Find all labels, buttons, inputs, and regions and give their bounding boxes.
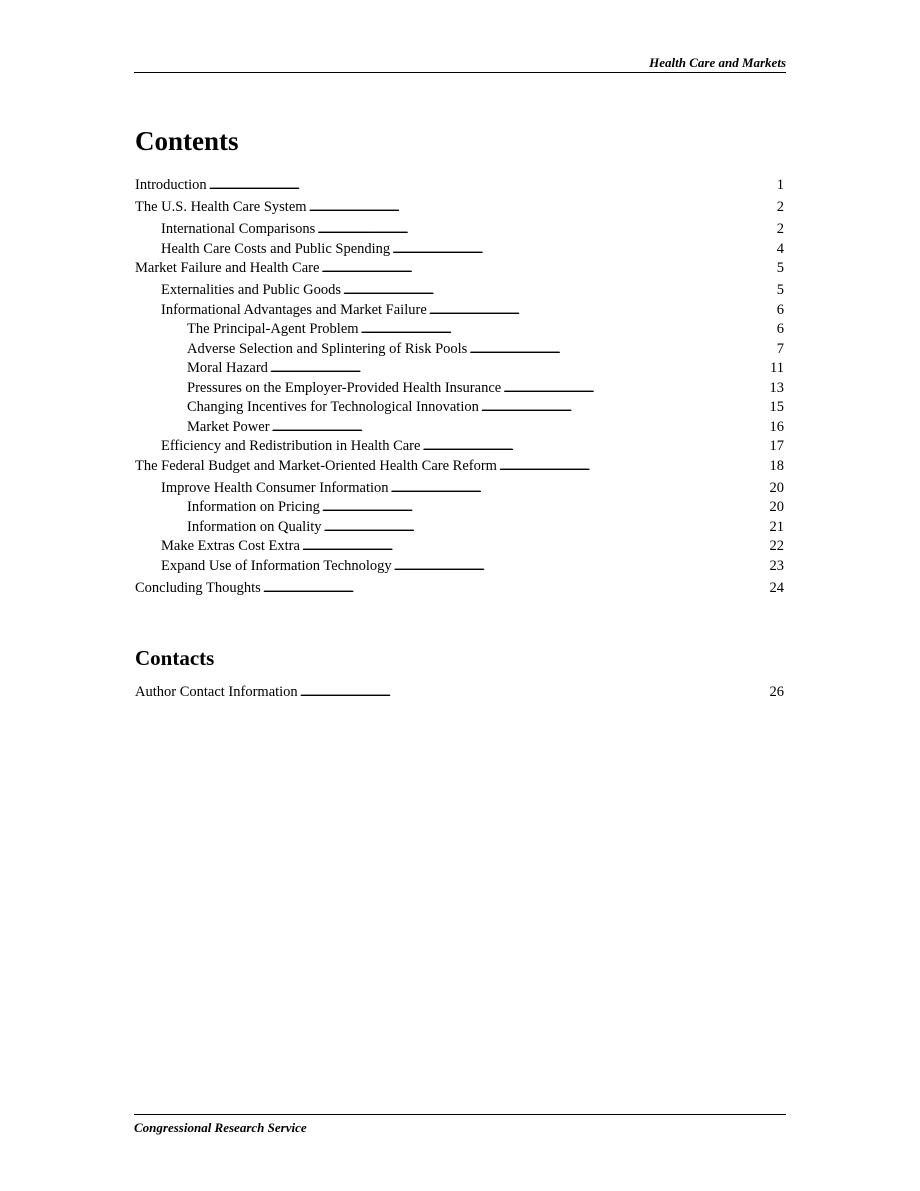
toc-entry-title: Adverse Selection and Splintering of Risk Pools — [187, 340, 468, 357]
toc-entry-title: Informational Advantages and Market Failure — [161, 301, 427, 318]
dot-leader — [209, 176, 775, 196]
dot-leader — [270, 359, 768, 379]
toc-entry-information-technology[interactable] — [135, 557, 784, 577]
running-header: Health Care and Markets — [134, 54, 786, 73]
toc-entry-page: 20 — [769, 479, 784, 496]
dot-leader — [361, 320, 775, 340]
toc-entry-page: 2 — [776, 199, 784, 215]
toc-entry-title: Pressures on the Employer-Provided Health Insurance — [187, 379, 502, 396]
toc-entry-page: 7 — [776, 340, 784, 357]
toc-entry-title: Health Care Costs and Public Spending — [161, 240, 391, 257]
toc-entry-page: 11 — [770, 360, 784, 376]
toc-entry-page: 4 — [776, 240, 784, 257]
toc-entry-federal-budget-reform[interactable] — [135, 457, 784, 477]
dot-leader — [469, 340, 774, 360]
toc-entry-information-quality[interactable] — [135, 518, 784, 538]
dot-leader — [272, 418, 768, 438]
dot-leader — [300, 683, 768, 703]
toc-entry-title: Concluding Thoughts — [135, 579, 261, 596]
dot-leader — [321, 259, 774, 279]
toc-entry-international-comparisons[interactable] — [135, 220, 784, 240]
toc-entry-page: 23 — [769, 557, 784, 574]
contents-heading: Contents — [135, 126, 239, 156]
dot-leader — [481, 398, 768, 418]
toc-entry-title: Improve Health Consumer Information — [161, 479, 389, 496]
dot-leader — [309, 198, 775, 218]
toc-entry-title: Make Extras Cost Extra — [161, 538, 300, 554]
toc-entry-adverse-selection[interactable] — [135, 340, 784, 360]
toc-entry-externalities[interactable] — [135, 281, 784, 301]
toc-entry-page: 5 — [776, 260, 784, 276]
dot-leader — [324, 518, 768, 538]
toc-entry-efficiency-redistribution[interactable] — [135, 437, 784, 457]
toc-entry-page: 5 — [776, 282, 784, 298]
toc-entry-consumer-information[interactable] — [135, 479, 784, 499]
toc-entry-title: Information on Pricing — [187, 499, 320, 515]
toc-entry-market-failure[interactable] — [135, 259, 784, 279]
toc-entry-us-health-care-system[interactable] — [135, 198, 784, 218]
toc-entry-title: The Federal Budget and Market-Oriented Health Care Reform — [135, 457, 497, 474]
toc-entry-page: 15 — [769, 399, 784, 415]
toc-entry-title: Market Power — [187, 418, 270, 435]
toc-entry-author-contact[interactable] — [135, 683, 784, 703]
toc-entry-title: Externalities and Public Goods — [161, 282, 342, 298]
toc-entry-concluding-thoughts[interactable] — [135, 579, 784, 599]
toc-entry-page: 21 — [769, 518, 784, 535]
dot-leader — [263, 579, 768, 599]
toc-entry-title: Introduction — [135, 177, 207, 193]
toc-entry-extras-cost-extra[interactable] — [135, 537, 784, 557]
toc-entry-technological-innovation[interactable] — [135, 398, 784, 418]
dot-leader — [302, 537, 768, 557]
contacts-heading: Contacts — [135, 646, 215, 670]
toc-entry-title: Changing Incentives for Technological Innovation — [187, 399, 479, 415]
toc-entry-page: 22 — [769, 538, 784, 554]
toc-entry-title: Market Failure and Health Care — [135, 260, 320, 276]
toc-entry-informational-advantages[interactable] — [135, 301, 784, 321]
toc-entry-page: 6 — [776, 301, 784, 318]
dot-leader — [422, 437, 767, 457]
toc-entry-title: The Principal-Agent Problem — [187, 321, 359, 337]
toc-entry-title: Author Contact Information — [135, 684, 298, 700]
toc-entry-title: Expand Use of Information Technology — [161, 557, 392, 574]
toc-entry-market-power[interactable] — [135, 418, 784, 438]
dot-leader — [343, 281, 775, 301]
toc-entry-title: Moral Hazard — [187, 360, 268, 376]
dot-leader — [503, 379, 767, 399]
dot-leader — [499, 457, 768, 477]
dot-leader — [391, 479, 768, 499]
contacts-list — [135, 683, 784, 703]
toc-entry-principal-agent[interactable] — [135, 320, 784, 340]
dot-leader — [429, 301, 775, 321]
running-footer: Congressional Research Service — [134, 1114, 786, 1141]
toc-entry-employer-insurance[interactable] — [135, 379, 784, 399]
toc-entry-page: 13 — [769, 379, 784, 396]
toc-entry-page: 20 — [769, 499, 784, 515]
toc-entry-costs-public-spending[interactable] — [135, 240, 784, 260]
toc-entry-page: 16 — [769, 418, 784, 435]
table-of-contents — [135, 176, 784, 598]
dot-leader — [322, 498, 768, 518]
toc-entry-page: 1 — [776, 177, 784, 193]
toc-entry-page: 18 — [769, 457, 784, 474]
dot-leader — [392, 240, 775, 260]
toc-entry-title: The U.S. Health Care System — [135, 199, 307, 215]
toc-entry-title: International Comparisons — [161, 221, 316, 237]
toc-entry-page: 26 — [769, 684, 784, 700]
toc-entry-page: 24 — [769, 579, 784, 596]
toc-entry-introduction[interactable] — [135, 176, 784, 196]
dot-leader — [394, 557, 768, 577]
dot-leader — [317, 220, 775, 240]
toc-entry-moral-hazard[interactable] — [135, 359, 784, 379]
toc-entry-title: Efficiency and Redistribution in Health Care — [161, 438, 421, 454]
toc-entry-page: 2 — [776, 221, 784, 237]
toc-entry-page: 6 — [776, 321, 784, 337]
toc-entry-title: Information on Quality — [187, 518, 322, 535]
toc-entry-page: 17 — [769, 438, 784, 454]
toc-entry-information-pricing[interactable] — [135, 498, 784, 518]
